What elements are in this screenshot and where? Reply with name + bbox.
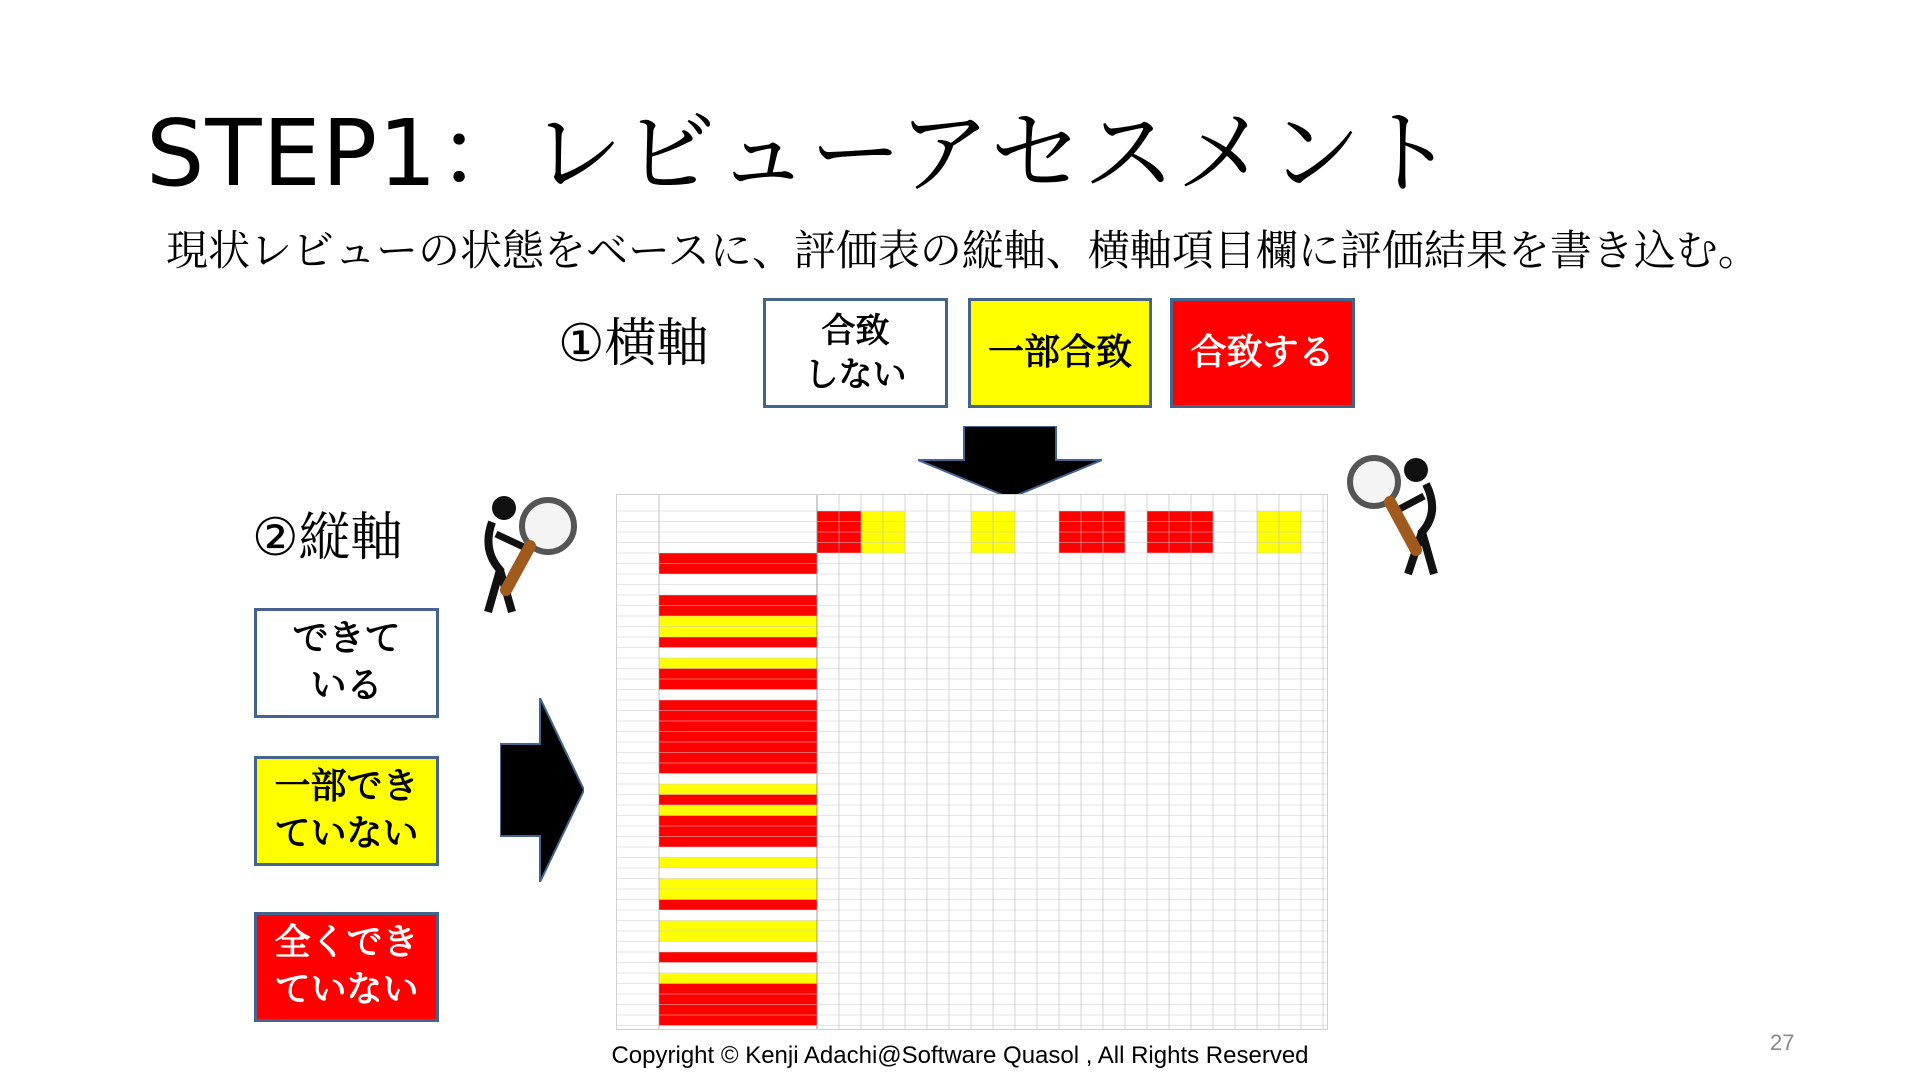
assessment-table-image — [616, 494, 1328, 1030]
page-number: 27 — [1770, 1030, 1795, 1055]
right-arrow-icon — [500, 698, 584, 882]
option-partially-not-done: 一部でき ていない — [254, 756, 439, 866]
horizontal-axis-label: ①横軸 — [558, 314, 709, 374]
option-matching: 合致する — [1170, 298, 1355, 408]
option-not-done-at-all: 全くでき ていない — [254, 912, 439, 1022]
slide-subtitle: 現状レビューの状態をベースに、評価表の縦軸、横軸項目欄に評価結果を書き込む。 — [166, 226, 1760, 275]
option-done: できて いる — [254, 608, 439, 718]
option-partially-matching: 一部合致 — [968, 298, 1152, 408]
vertical-axis-label: ②縦軸 — [252, 508, 403, 568]
magnifier-person-icon — [452, 490, 578, 620]
magnifier-person-icon — [1346, 452, 1472, 582]
option-not-matching: 合致 しない — [763, 298, 948, 408]
down-arrow-icon — [918, 426, 1102, 498]
copyright: Copyright © Kenji Adachi@Software Quasol , All Rights Reserved — [611, 1042, 1309, 1069]
slide-title: STEP1：レビューアセスメント — [146, 100, 1456, 207]
